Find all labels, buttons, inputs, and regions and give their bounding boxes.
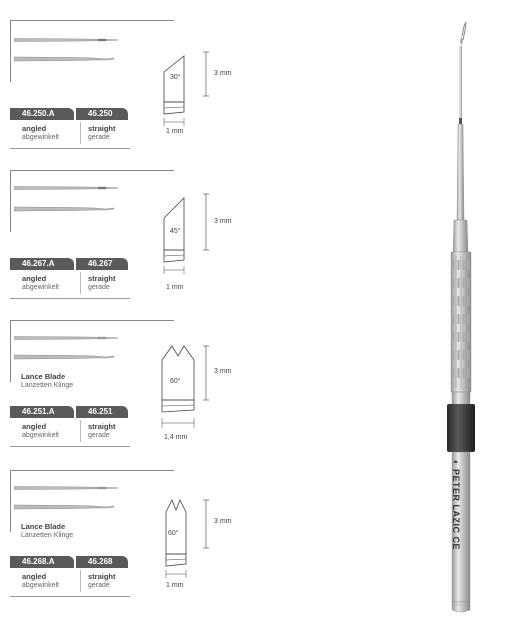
blade-subtitle: Lanzetten Klinge <box>21 382 74 389</box>
angled-label: angled <box>22 422 47 431</box>
label-separator <box>80 122 81 144</box>
straight-label: straight <box>88 572 116 581</box>
section-bottom-rule <box>10 596 130 597</box>
straight-label: straight <box>88 422 116 431</box>
blade-diagram <box>150 190 232 291</box>
instrument-tip-straight <box>14 36 118 48</box>
blade-height-label: 3 mm <box>214 218 232 225</box>
blade-width-label: 1 mm <box>166 284 184 291</box>
section-bottom-rule <box>10 148 130 149</box>
straight-sublabel: gerade <box>88 582 110 589</box>
instrument-tip-straight <box>14 184 118 196</box>
product-code-straight: 46.267 <box>76 258 128 270</box>
blade-diagram <box>150 342 232 442</box>
blade-diagram <box>150 496 232 596</box>
angled-sublabel: abgewinkelt <box>22 582 59 589</box>
blade-height-label: 3 mm <box>214 70 232 77</box>
angled-label: angled <box>22 124 47 133</box>
instrument-tip-angled <box>14 502 118 514</box>
ce-mark: CE <box>451 536 461 550</box>
angled-sublabel: abgewinkelt <box>22 284 59 291</box>
handle-engraving <box>451 460 461 550</box>
blade-diagram <box>150 52 232 152</box>
product-entry-4 <box>0 470 250 610</box>
blade-height-label: 3 mm <box>214 368 232 375</box>
label-separator <box>80 272 81 294</box>
instrument-handle-illustration <box>424 20 494 620</box>
brand-logo-icon: ◐ <box>451 460 461 466</box>
straight-sublabel: gerade <box>88 432 110 439</box>
straight-sublabel: gerade <box>88 284 110 291</box>
blade-angle-label: 60° <box>168 530 179 537</box>
product-code-angled: 46.267.A <box>10 258 74 270</box>
product-code-straight: 46.250 <box>76 108 128 120</box>
blade-angle-label: 45° <box>170 228 181 235</box>
product-entry-1 <box>0 20 250 160</box>
blade-width-label: 1,4 mm <box>164 434 188 441</box>
blade-angle-label: 30° <box>170 74 181 81</box>
blade-width-label: 1 mm <box>166 582 184 589</box>
straight-label: straight <box>88 124 116 133</box>
section-bottom-rule <box>10 446 130 447</box>
section-bottom-rule <box>10 298 130 299</box>
product-entry-3 <box>0 320 250 460</box>
instrument-tip-straight <box>14 484 118 496</box>
product-code-angled: 46.268.A <box>10 556 74 568</box>
product-code-angled: 46.250.A <box>10 108 74 120</box>
section-top-rule <box>10 470 174 471</box>
section-left-rule <box>10 320 11 382</box>
instrument-tip-angled <box>14 352 118 364</box>
angled-label: angled <box>22 274 47 283</box>
product-code-angled: 46.251.A <box>10 406 74 418</box>
label-separator <box>80 570 81 592</box>
section-left-rule <box>10 20 11 82</box>
label-separator <box>80 420 81 442</box>
product-code-straight: 46.251 <box>76 406 128 418</box>
straight-sublabel: gerade <box>88 134 110 141</box>
angled-sublabel: abgewinkelt <box>22 134 59 141</box>
blade-height-label: 3 mm <box>214 518 232 525</box>
blade-angle-label: 60° <box>170 378 181 385</box>
blade-title: Lance Blade <box>21 522 66 531</box>
straight-label: straight <box>88 274 116 283</box>
section-left-rule <box>10 170 11 232</box>
section-top-rule <box>10 170 174 171</box>
instrument-tip-angled <box>14 204 118 216</box>
angled-sublabel: abgewinkelt <box>22 432 59 439</box>
product-code-straight: 46.268 <box>76 556 128 568</box>
blade-subtitle: Lanzetten Klinge <box>21 532 74 539</box>
product-entry-2 <box>0 170 250 310</box>
section-top-rule <box>10 320 174 321</box>
instrument-tip-straight <box>14 334 118 346</box>
section-top-rule <box>10 20 174 21</box>
angled-label: angled <box>22 572 47 581</box>
blade-title: Lance Blade <box>21 372 66 381</box>
section-left-rule <box>10 470 11 532</box>
brand-name: PETER LAZIC <box>451 468 461 534</box>
blade-width-label: 1 mm <box>166 128 184 135</box>
instrument-tip-angled <box>14 54 118 66</box>
